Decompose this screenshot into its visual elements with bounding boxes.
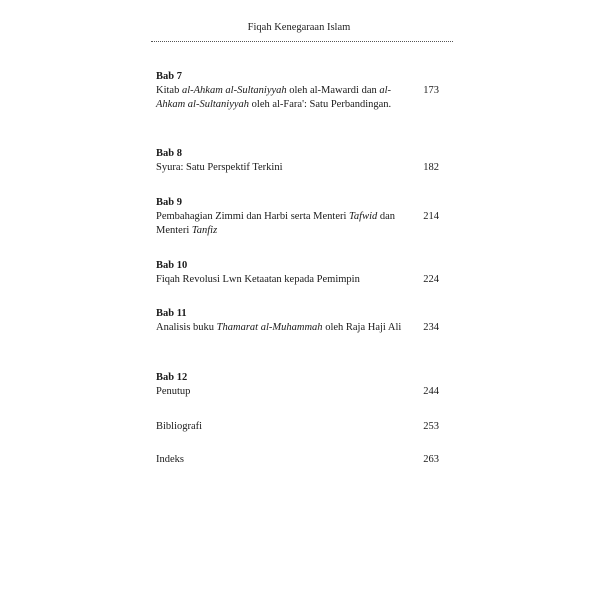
chapter-label: Bab 8: [156, 148, 182, 159]
chapter-title: Syura: Satu Perspektif Terkini: [156, 162, 283, 173]
title-text: dan Menteri: [156, 211, 396, 236]
page-number: 214: [423, 211, 439, 222]
chapter-label: Bab 11: [156, 308, 187, 319]
chapter-title: [156, 210, 406, 238]
toc-entry-indeks: [156, 453, 456, 467]
title-italic: Thamarat al-Muhammah: [216, 322, 323, 333]
chapter-label: Bab 9: [156, 197, 182, 208]
toc-row: [156, 210, 456, 238]
chapter-title: [156, 84, 406, 112]
page-number: 224: [423, 274, 439, 285]
toc-row: [156, 453, 456, 467]
toc-row: [156, 420, 456, 434]
title-text: oleh al-Fara': Satu Perbandingan.: [249, 99, 392, 110]
title-italic: al-Ahkam al-Sultaniyyah: [156, 85, 392, 110]
page-number: 234: [423, 322, 439, 333]
toc-entry-bab-10: [156, 259, 456, 287]
title-italic: Tafwid: [349, 211, 378, 222]
chapter-label: Bab 12: [156, 372, 188, 383]
chapter-label: Bab 10: [156, 260, 188, 271]
chapter-label: Bab 7: [156, 71, 182, 82]
toc-entry-bab-11: [156, 307, 456, 335]
toc-entry-bab-9: [156, 196, 456, 238]
toc-entry-bab-12: [156, 371, 456, 399]
page-number: 244: [423, 386, 439, 397]
page-number: 263: [423, 454, 439, 465]
toc-row: [156, 273, 456, 287]
title-text: oleh al-Mawardi dan: [286, 85, 380, 96]
chapter-title: Penutup: [156, 386, 191, 397]
section-title: Bibliografi: [156, 421, 203, 432]
title-text: Pembahagian Zimmi dan Harbi serta Menteri: [156, 211, 350, 222]
running-header: Fiqah Kenegaraan Islam: [247, 22, 351, 33]
page-number: 173: [423, 85, 439, 96]
chapter-title: [156, 321, 406, 335]
page-number: 182: [423, 162, 439, 173]
title-text: oleh Raja Haji Ali: [322, 322, 402, 333]
toc-entry-bab-7: [156, 70, 456, 112]
toc-row: [156, 385, 456, 399]
section-title: Indeks: [156, 454, 184, 465]
toc-row: [156, 84, 456, 112]
title-text: Analisis buku: [156, 322, 217, 333]
toc-entry-bab-8: [156, 147, 456, 175]
title-text: Kitab: [156, 85, 182, 96]
toc-row: [156, 161, 456, 175]
toc-row: [156, 321, 456, 335]
title-italic: al-Ahkam al-Sultaniyyah: [181, 85, 287, 96]
chapter-title: Fiqah Revolusi Lwn Ketaatan kepada Pemimpin: [156, 274, 360, 285]
page-number: 253: [423, 421, 439, 432]
toc-entry-bibliografi: [156, 420, 456, 434]
title-italic: Tanfiz: [191, 225, 218, 236]
header-divider: [151, 41, 453, 42]
